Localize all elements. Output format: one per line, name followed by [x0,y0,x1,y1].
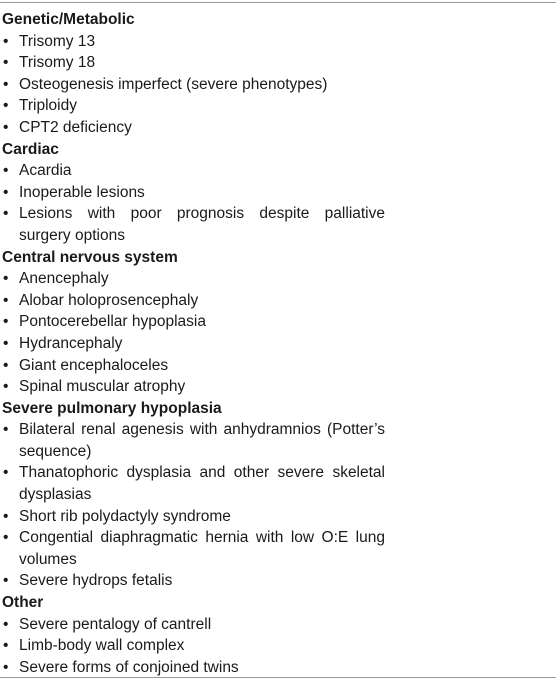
bullet-icon: • [3,118,9,136]
condition-text: CPT2 deficiency [19,118,132,136]
condition-list [0,268,556,398]
section-other [0,592,556,678]
bullet-icon: • [3,313,9,331]
condition-text: Severe pentalogy of cantrell [19,615,212,633]
condition-text: Giant encephaloceles [19,356,169,374]
condition-text: Severe hydrops fetalis [19,572,173,590]
list-item [0,635,385,657]
bullet-icon: • [3,291,9,309]
condition-list [0,31,556,139]
list-item [0,160,385,182]
list-item [0,506,385,528]
section-genetic-metabolic [0,9,556,139]
condition-text: Short rib polydactyly syndrome [19,507,231,525]
condition-text: Alobar holoprosencephaly [19,291,199,309]
list-item [0,31,385,53]
section-heading: Central nervous system [2,248,178,266]
condition-text: Hydrancephaly [19,334,123,352]
list-item [0,182,385,204]
list-item [0,268,385,290]
bullet-icon: • [3,75,9,93]
condition-text: Pontocerebellar hypoplasia [19,313,206,331]
bullet-icon: • [3,658,9,676]
list-item [0,614,385,636]
list-item [0,570,385,592]
condition-text: Triploidy [19,97,77,115]
condition-text: Bilateral renal agenesis with anhydramnios (Potter’s sequence) [19,421,385,460]
list-item [0,657,385,679]
bullet-icon: • [3,270,9,288]
list-item [0,203,385,246]
section-heading: Other [2,594,44,612]
bullet-icon: • [3,162,9,180]
bullet-icon: • [3,32,9,50]
condition-list [0,419,556,592]
bullet-icon: • [3,572,9,590]
bullet-icon: • [3,464,9,482]
condition-text: Lesions with poor prognosis despite palliative surgery options [19,205,385,244]
conditions-table-body [0,3,556,677]
bullet-icon: • [3,529,9,547]
bullet-icon: • [3,183,9,201]
condition-text: Anencephaly [19,270,109,288]
list-item [0,52,385,74]
section-cardiac [0,139,556,247]
list-item [0,419,385,462]
condition-text: Thanatophoric dysplasia and other severe skeletal dysplasias [19,464,385,504]
bullet-icon: • [3,54,9,72]
condition-text: Limb-body wall complex [19,637,185,655]
condition-list [0,614,556,679]
conditions-table [0,2,556,678]
list-item [0,333,385,355]
bullet-icon: • [3,205,9,223]
condition-text: Acardia [19,162,72,180]
list-item [0,355,385,377]
section-severe-pulmonary-hypoplasia [0,398,556,592]
section-heading: Severe pulmonary hypoplasia [2,399,222,417]
list-item [0,95,385,117]
bullet-icon: • [3,637,9,655]
bullet-icon: • [3,615,9,633]
section-heading: Genetic/Metabolic [2,11,135,28]
section-central-nervous-system [0,247,556,398]
condition-text: Osteogenesis imperfect (severe phenotypes) [19,75,328,93]
list-item [0,74,385,96]
condition-text: Spinal muscular atrophy [19,378,186,396]
bullet-icon: • [3,421,9,439]
list-item [0,290,385,312]
list-item [0,311,385,333]
list-item [0,376,385,398]
bullet-icon: • [3,97,9,115]
bullet-icon: • [3,356,9,374]
bullet-icon: • [3,334,9,352]
condition-text: Trisomy 13 [19,32,96,50]
list-item [0,117,385,139]
bullet-icon: • [3,378,9,396]
section-heading: Cardiac [2,140,59,158]
bullet-icon: • [3,507,9,525]
condition-text: Severe forms of conjoined twins [19,658,239,676]
condition-text: Trisomy 18 [19,54,96,72]
condition-text: Inoperable lesions [19,183,145,201]
condition-list [0,160,556,246]
list-item [0,527,385,570]
list-item [0,462,385,505]
condition-text: Congential diaphragmatic hernia with low O:E lung volumes [19,529,385,568]
